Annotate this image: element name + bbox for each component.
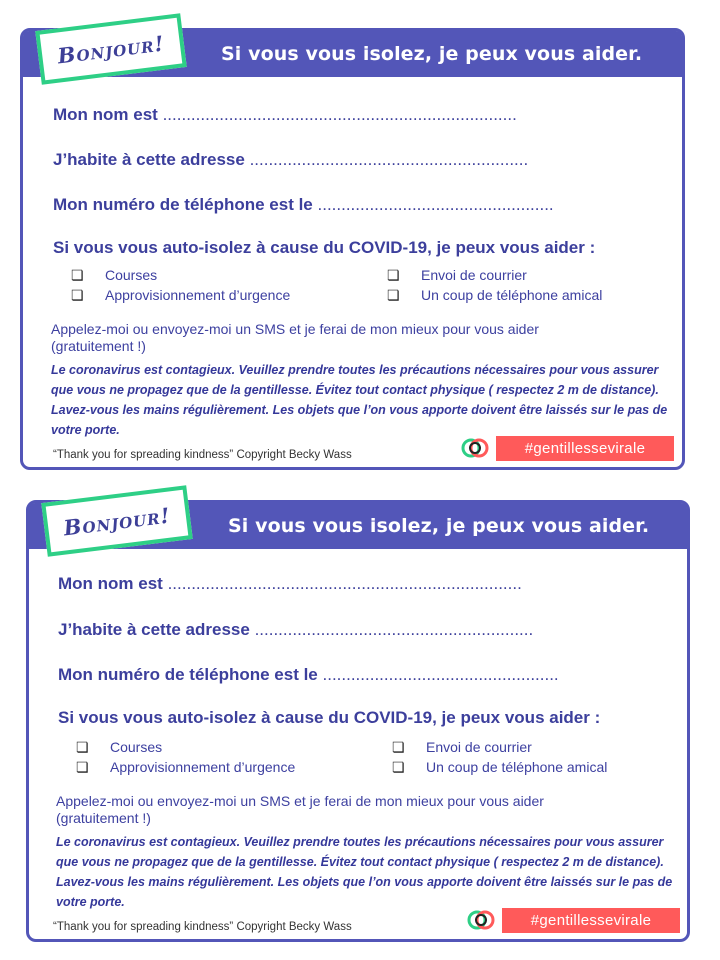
checkbox-icon[interactable]: ❏ <box>76 739 89 755</box>
address-field[interactable] <box>58 620 533 640</box>
checkbox-icon[interactable]: ❏ <box>392 739 405 755</box>
header-title: Si vous vous isolez, je peux vous aider. <box>221 43 643 65</box>
phone-field[interactable] <box>58 665 559 685</box>
warning-text: Le coronavirus est contagieux. Veuillez prendre toutes les précautions nécessaires pour vous assurer que vous ne propagez que de la gentillesse. Évitez tout contact physique ( respectez 2 m de distance). Lavez-vous les mains régulièrement. Les objets que l’on vous apporte doivent être laissés sur le pas de votre porte. <box>51 363 668 437</box>
option-label: Un coup de téléphone amical <box>426 759 608 775</box>
help-heading: Si vous vous auto-isolez à cause du COVID-19, je peux vous aider : <box>58 708 601 727</box>
option-label: Courses <box>105 267 158 283</box>
kindness-card-2 <box>26 500 690 942</box>
checkbox-icon[interactable]: ❏ <box>387 267 400 283</box>
phone-dots: .................................................. <box>317 195 554 214</box>
checkbox-icon[interactable]: ❏ <box>71 287 84 303</box>
address-label: J’habite à cette adresse <box>53 150 245 169</box>
phone-label: Mon numéro de téléphone est le <box>58 665 318 684</box>
name-label: Mon nom est <box>58 574 163 593</box>
option-telephone[interactable] <box>392 759 607 776</box>
address-dots: ........................................................... <box>249 150 529 169</box>
copyright-credit: “Thank you for spreading kindness” Copyright Becky Wass <box>53 921 352 933</box>
name-label: Mon nom est <box>53 105 158 124</box>
kindness-card-1 <box>20 28 685 470</box>
option-urgence[interactable] <box>76 759 295 776</box>
name-field[interactable] <box>53 105 517 125</box>
hashtag-badge: #gentillessevirale <box>496 436 674 461</box>
option-urgence[interactable] <box>71 287 290 304</box>
checkbox-icon[interactable]: ❏ <box>71 267 84 283</box>
address-field[interactable] <box>53 150 528 170</box>
name-dots: ........................................................................... <box>167 574 522 593</box>
option-label: Approvisionnement d’urgence <box>105 287 291 303</box>
option-courses[interactable] <box>76 739 162 756</box>
option-courses[interactable] <box>71 267 157 284</box>
option-courrier[interactable] <box>392 739 532 756</box>
option-label: Un coup de téléphone amical <box>421 287 603 303</box>
address-label: J’habite à cette adresse <box>58 620 250 639</box>
name-dots: ........................................................................... <box>162 105 517 124</box>
address-dots: ........................................................... <box>254 620 534 639</box>
option-label: Envoi de courrier <box>421 267 527 283</box>
phone-dots: .................................................. <box>322 665 559 684</box>
option-label: Approvisionnement d’urgence <box>110 759 296 775</box>
stamp-text: Bonjour! <box>62 502 172 540</box>
checkbox-icon[interactable]: ❏ <box>76 759 89 775</box>
copyright-credit: “Thank you for spreading kindness” Copyright Becky Wass <box>53 449 352 461</box>
checkbox-icon[interactable]: ❏ <box>387 287 400 303</box>
help-heading: Si vous vous auto-isolez à cause du COVID-19, je peux vous aider : <box>53 238 596 257</box>
warning-text: Le coronavirus est contagieux. Veuillez prendre toutes les précautions nécessaires pour vous assurer que vous ne propagez que de la gentillesse. Évitez tout contact physique ( respectez 2 m de distance). Lavez-vous les mains régulièrement. Les objets que l’on vous apporte doivent être laissés sur le pas de votre porte. <box>56 835 673 909</box>
name-field[interactable] <box>58 574 522 594</box>
kindness-logo-icon <box>465 908 499 932</box>
header-title: Si vous vous isolez, je peux vous aider. <box>228 515 650 537</box>
option-telephone[interactable] <box>387 287 602 304</box>
option-label: Envoi de courrier <box>426 739 532 755</box>
stamp-text: Bonjour! <box>56 30 166 68</box>
option-courrier[interactable] <box>387 267 527 284</box>
checkbox-icon[interactable]: ❏ <box>392 759 405 775</box>
phone-label: Mon numéro de téléphone est le <box>53 195 313 214</box>
contact-text: Appelez-moi ou envoyez-moi un SMS et je ferai de mon mieux pour vous aider (gratuitement !) <box>51 321 539 354</box>
option-label: Courses <box>110 739 163 755</box>
hashtag-badge: #gentillessevirale <box>502 908 680 933</box>
kindness-logo-icon <box>459 436 493 460</box>
phone-field[interactable] <box>53 195 554 215</box>
contact-text: Appelez-moi ou envoyez-moi un SMS et je ferai de mon mieux pour vous aider (gratuitement !) <box>56 793 544 826</box>
